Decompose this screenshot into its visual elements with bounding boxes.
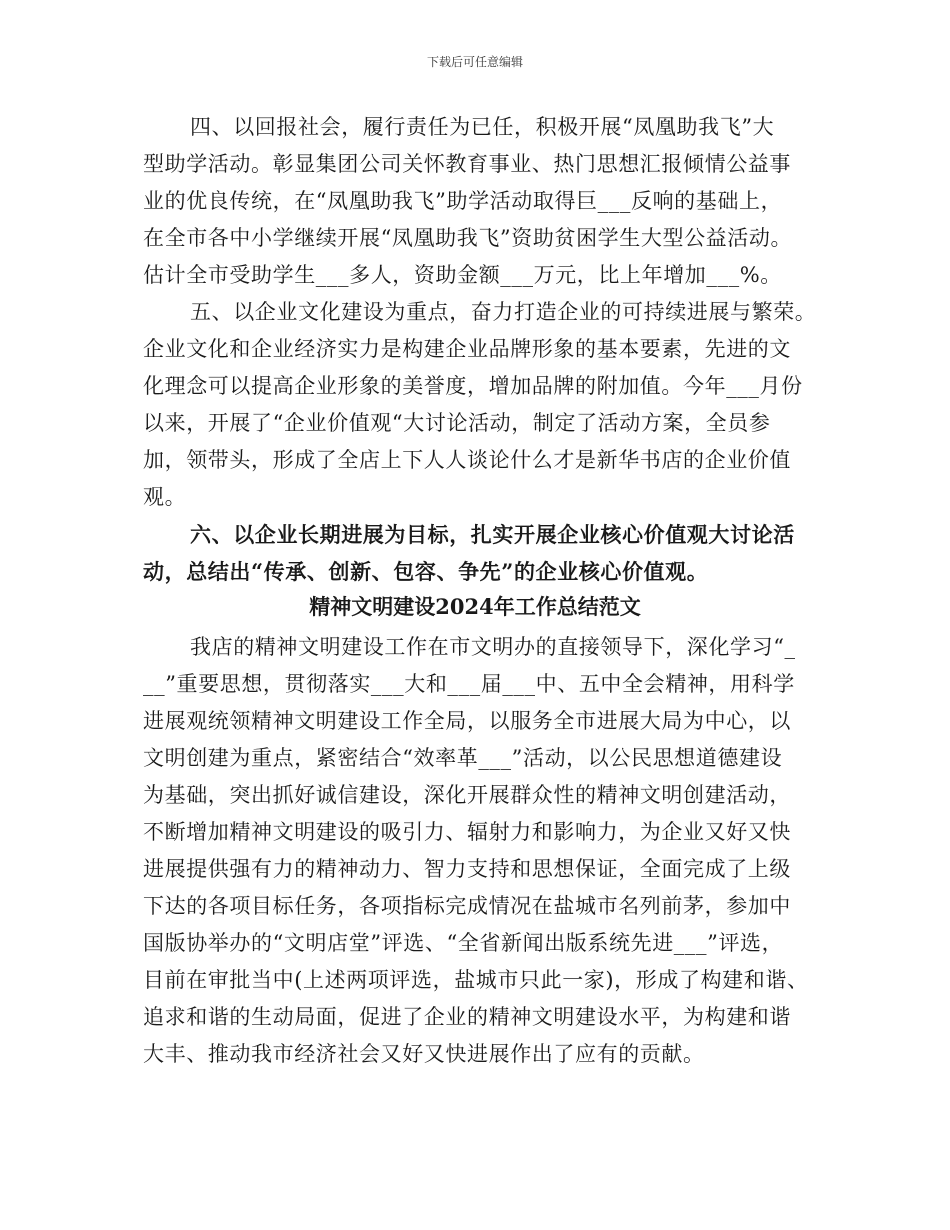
body-line-1: 我店的精神文明建设工作在市文明办的直接领导下，深化学习“_	[190, 635, 796, 659]
section4-line-2: 型助学活动。彰显集团公司关怀教育事业、热门思想汇报倾情公益事	[143, 152, 791, 176]
section5-line-3: 化理念可以提高企业形象的美誉度，增加品牌的附加值。今年___月份	[143, 374, 803, 398]
body-line-3: 进展观统领精神文明建设工作全局，以服务全市进展大局为中心，以	[143, 709, 791, 733]
section4-line-5: 估计全市受助学生___多人，资助金额___万元，比上年增加___%。	[143, 263, 782, 287]
body-line-10: 目前在审批当中(上述两项评选，盐城市只此一家)，形成了构建和谐、	[143, 968, 809, 992]
body-line-9: 国版协举办的“文明店堂”评选、“全省新闻出版系统先进___”评选，	[143, 931, 784, 955]
section5-line-6: 观。	[143, 485, 187, 509]
section6-line-2: 动，总结出“传承、创新、包容、争先”的企业核心价值观。	[143, 559, 709, 584]
body-line-2: __”重要思想，贯彻落实___大和___届___中、五中全会精神，用科学	[143, 672, 795, 696]
body-line-12: 大丰、推动我市经济社会又好又快进展作出了应有的贡献。	[143, 1042, 705, 1066]
section6-line-1: 六、以企业长期进展为目标，扎实开展企业核心价值观大讨论活	[190, 522, 795, 547]
section4-line-3: 业的优良传统，在“凤凰助我飞”助学活动取得巨___反响的基础上，	[143, 189, 783, 213]
article-title: 精神文明建设2024年工作总结范文	[309, 594, 641, 619]
body-line-5: 为基础，突出抓好诚信建设，深化开展群众性的精神文明创建活动，	[143, 783, 791, 807]
page-header: 下载后可任意编辑	[426, 55, 523, 69]
body-line-6: 不断增加精神文明建设的吸引力、辐射力和影响力，为企业又好又快	[143, 820, 791, 844]
section5-line-5: 加，领带头，形成了全店上下人人谈论什么才是新华书店的企业价值	[143, 448, 791, 472]
body-line-4: 文明创建为重点，紧密结合“效率革___”活动，以公民思想道德建设	[143, 746, 783, 770]
body-line-8: 下达的各项目标任务，各项指标完成情况在盐城市名列前茅，参加中	[143, 894, 791, 918]
section4-line-1: 四、以回报社会，履行责任为已任，积极开展“凤凰助我飞”大	[190, 115, 775, 139]
section5-line-2: 企业文化和企业经济实力是构建企业品牌形象的基本要素，先进的文	[143, 337, 791, 361]
body-line-11: 追求和谐的生动局面，促进了企业的精神文明建设水平，为构建和谐	[143, 1005, 791, 1029]
section4-line-4: 在全市各中小学继续开展“凤凰助我飞”资助贫困学生大型公益活动。	[143, 226, 793, 250]
body-line-7: 进展提供强有力的精神动力、智力支持和思想保证，全面完成了上级	[143, 857, 791, 881]
section5-line-4: 以来，开展了“企业价值观“大讨论活动，制定了活动方案，全员参	[143, 411, 771, 435]
section5-line-1: 五、以企业文化建设为重点，奋力打造企业的可持续进展与繁荣。	[190, 300, 817, 324]
